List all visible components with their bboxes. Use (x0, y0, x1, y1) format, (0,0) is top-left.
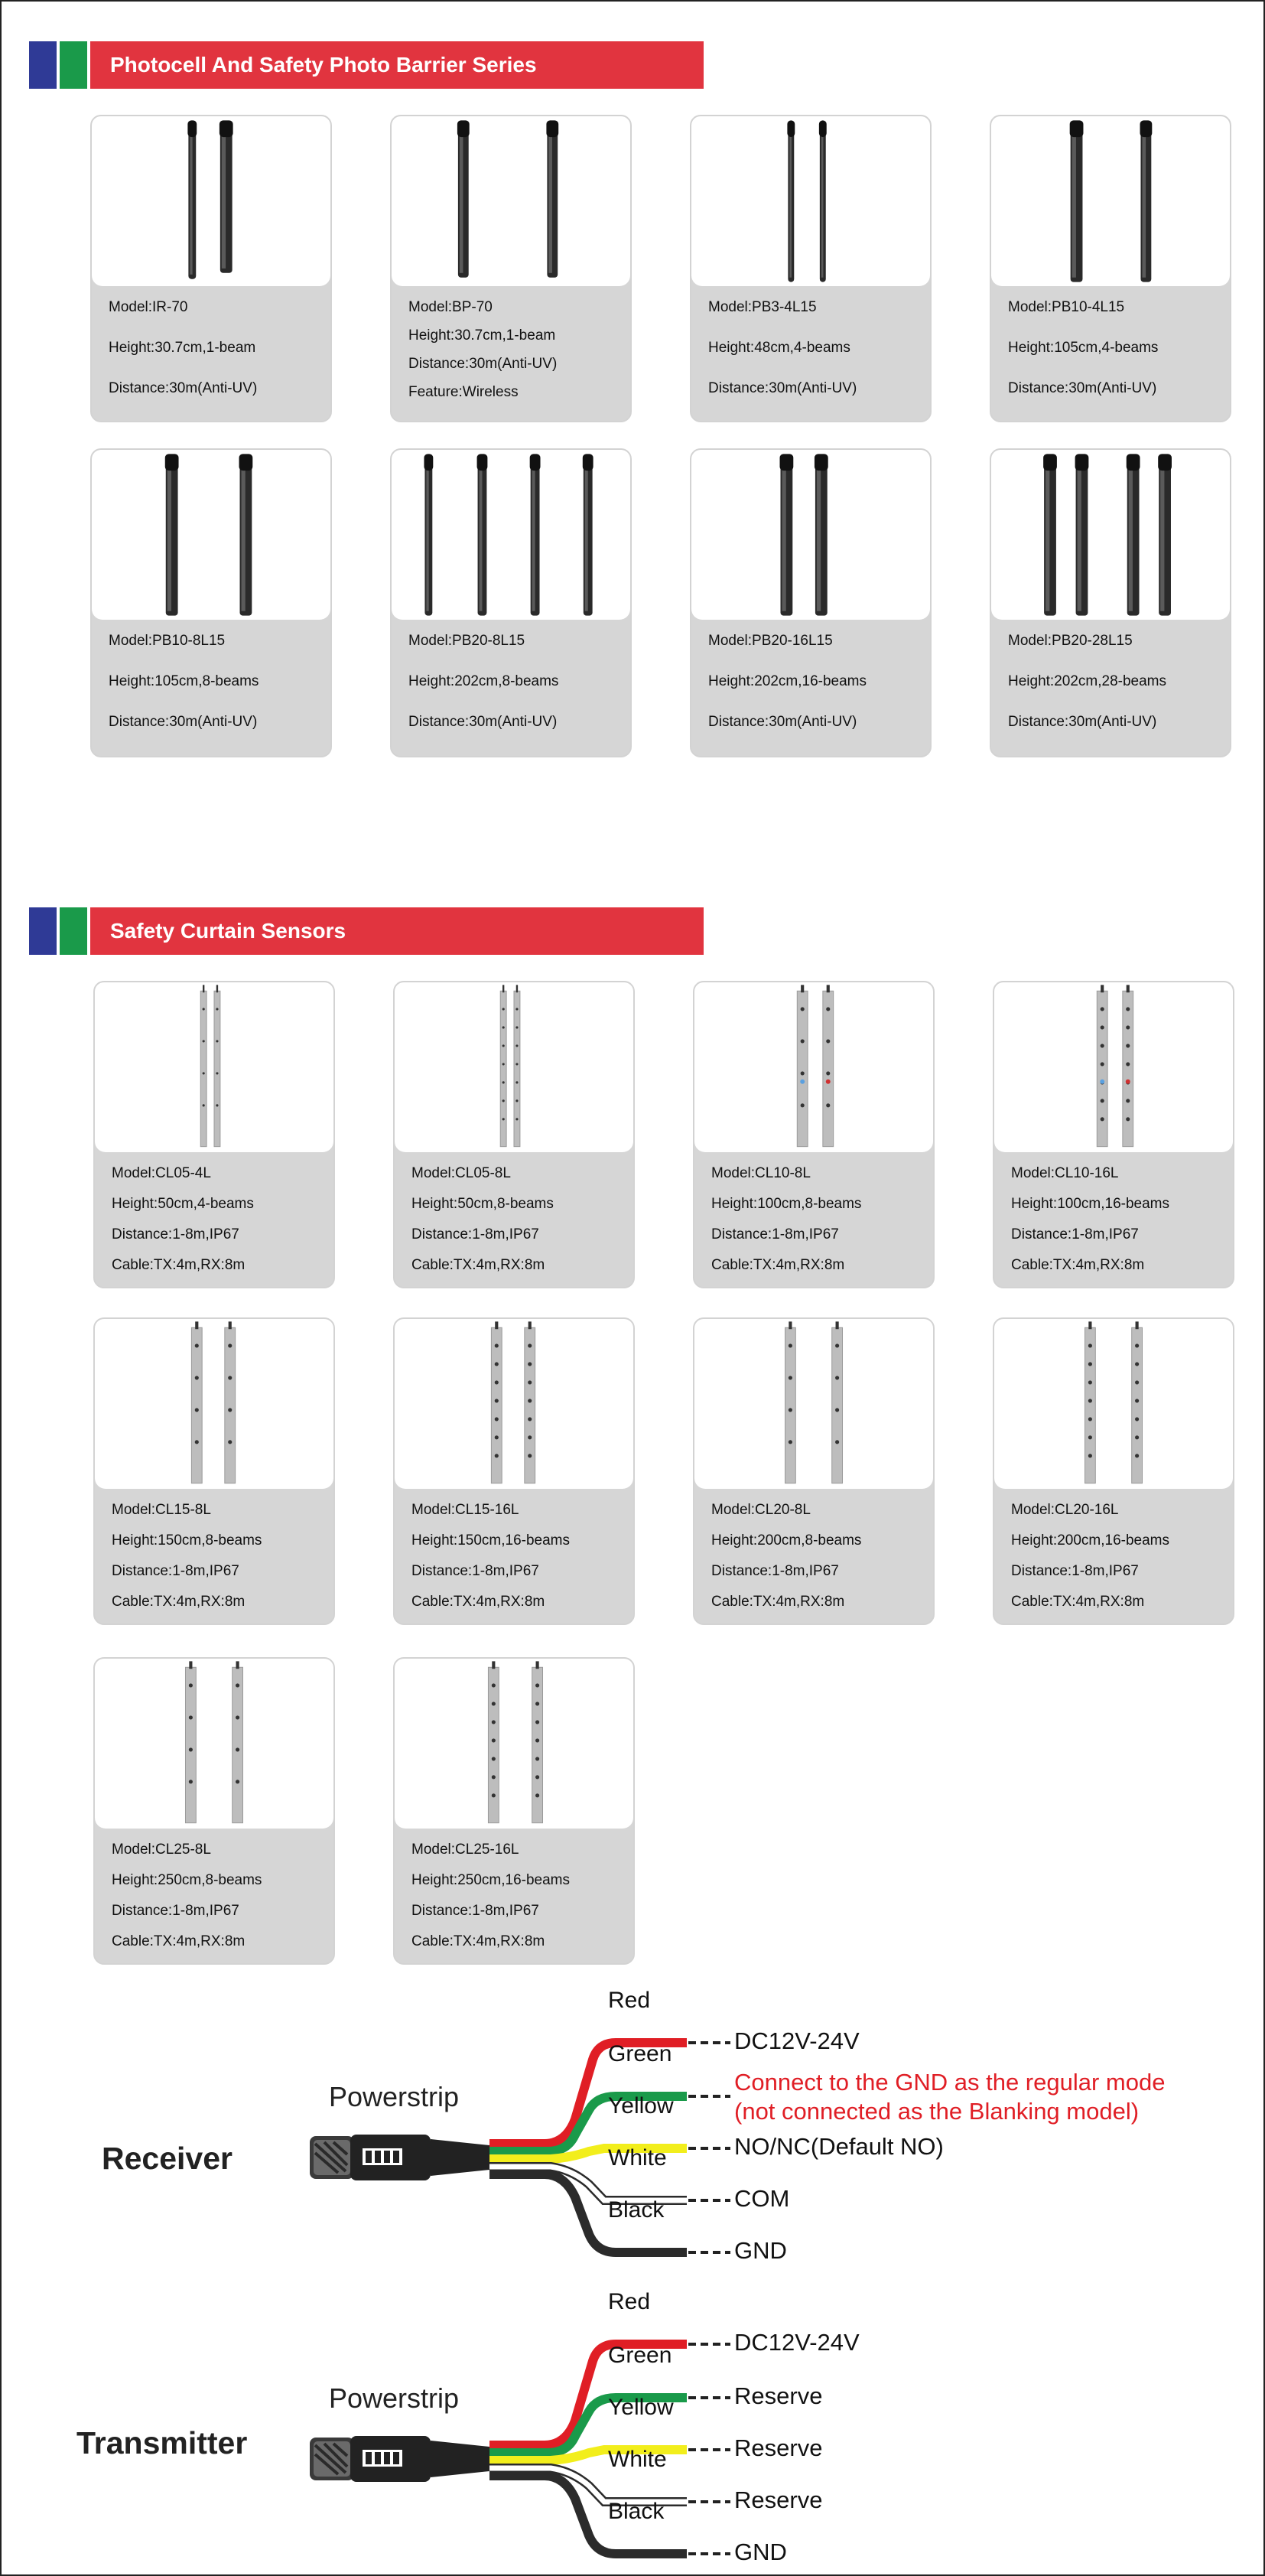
powerstrip-label: Powerstrip (329, 2081, 460, 2112)
product-photo (694, 1319, 933, 1489)
powerstrip-label: Powerstrip (329, 2382, 460, 2414)
product-card-curtain[interactable] (93, 981, 335, 1288)
spec-distance: Distance:30m(Anti-UV) (109, 714, 258, 730)
product-specs (411, 1164, 627, 1287)
product-photo (95, 982, 333, 1152)
header-blue-block (29, 41, 57, 89)
product-card-photocell[interactable] (90, 448, 332, 757)
spec-height: Height:100cm,8-beams (711, 1196, 862, 1212)
spec-cable: Cable:TX:4m,RX:8m (1011, 1257, 1145, 1273)
spec-distance: Distance:1-8m,IP67 (112, 1903, 239, 1919)
product-specs (112, 1501, 327, 1623)
spec-distance: Distance:1-8m,IP67 (112, 1226, 239, 1242)
spec-model: Model:PB3-4L15 (708, 299, 817, 315)
wire-label-black: Black (608, 2197, 665, 2223)
spec-model: Model:PB20-8L15 (408, 633, 525, 649)
product-card-photocell[interactable] (690, 448, 932, 757)
product-specs (1008, 298, 1224, 420)
wire-end-white: Reserve (734, 2486, 823, 2513)
wire-label-black: Black (608, 2499, 665, 2524)
product-card-photocell[interactable] (990, 115, 1231, 422)
wire-label-yellow: Yellow (608, 2093, 674, 2118)
wire-end-green-note-1: Connect to the GND as the regular mode (734, 2069, 1166, 2096)
transmitter-wiring-diagram (0, 2275, 1265, 2566)
product-specs (1011, 1501, 1227, 1623)
product-specs (708, 632, 924, 754)
receiver-label: Receiver (102, 2141, 233, 2176)
spec-model: Model:IR-70 (109, 299, 188, 315)
spec-height: Height:150cm,16-beams (411, 1532, 570, 1549)
wire-end-white: COM (734, 2185, 790, 2212)
spec-height: Height:202cm,8-beams (408, 673, 559, 689)
spec-height: Height:48cm,4-beams (708, 340, 850, 356)
transmitter-label: Transmitter (76, 2425, 248, 2460)
spec-height: Height:150cm,8-beams (112, 1532, 262, 1549)
header-green-block (60, 41, 87, 89)
spec-height: Height:250cm,16-beams (411, 1872, 570, 1888)
spec-distance: Distance:1-8m,IP67 (711, 1563, 839, 1579)
spec-height: Height:50cm,8-beams (411, 1196, 554, 1212)
spec-distance: Distance:1-8m,IP67 (112, 1563, 239, 1579)
spec-model: Model:CL10-16L (1011, 1165, 1119, 1181)
section-header-curtain (29, 907, 704, 955)
section-title: Photocell And Safety Photo Barrier Series (90, 41, 704, 89)
product-specs (711, 1501, 927, 1623)
product-photo (92, 450, 330, 620)
spec-cable: Cable:TX:4m,RX:8m (1011, 1594, 1145, 1610)
product-specs (112, 1841, 327, 1963)
product-photo (395, 1319, 633, 1489)
product-specs (408, 298, 624, 412)
spec-distance: Distance:30m(Anti-UV) (708, 714, 857, 730)
product-card-photocell[interactable] (390, 115, 632, 422)
section-header-photocell (29, 41, 704, 89)
wire-end-red: DC12V-24V (734, 2027, 860, 2054)
product-specs (112, 1164, 327, 1287)
spec-cable: Cable:TX:4m,RX:8m (411, 1594, 545, 1610)
spec-cable: Cable:TX:4m,RX:8m (112, 1933, 246, 1949)
section-title: Safety Curtain Sensors (90, 907, 704, 955)
spec-cable: Cable:TX:4m,RX:8m (411, 1257, 545, 1273)
wire-end-black: GND (734, 2237, 787, 2264)
spec-height: Height:202cm,16-beams (708, 673, 867, 689)
header-green-block (60, 907, 87, 955)
product-card-curtain[interactable] (393, 1657, 635, 1965)
product-photo (392, 450, 630, 620)
spec-model: Model:CL20-16L (1011, 1502, 1119, 1518)
spec-model: Model:PB20-28L15 (1008, 633, 1133, 649)
wire-end-yellow: Reserve (734, 2434, 823, 2461)
product-photo (92, 116, 330, 286)
spec-model: Model:CL05-8L (411, 1165, 511, 1181)
spec-feature: Feature:Wireless (408, 384, 519, 400)
product-photo (395, 1659, 633, 1829)
wire-label-red: Red (608, 1988, 651, 2013)
product-photo (395, 982, 633, 1152)
spec-cable: Cable:TX:4m,RX:8m (711, 1257, 845, 1273)
spec-model: Model:CL25-16L (411, 1842, 519, 1858)
spec-model: Model:CL10-8L (711, 1165, 811, 1181)
spec-height: Height:202cm,28-beams (1008, 673, 1166, 689)
spec-distance: Distance:1-8m,IP67 (411, 1903, 539, 1919)
spec-distance: Distance:30m(Anti-UV) (1008, 380, 1157, 396)
product-card-photocell[interactable] (90, 115, 332, 422)
spec-distance: Distance:30m(Anti-UV) (408, 356, 558, 372)
product-card-photocell[interactable] (390, 448, 632, 757)
spec-height: Height:105cm,8-beams (109, 673, 259, 689)
spec-height: Height:30.7cm,1-beam (109, 340, 256, 356)
product-specs (1008, 632, 1224, 754)
spec-height: Height:105cm,4-beams (1008, 340, 1159, 356)
spec-cable: Cable:TX:4m,RX:8m (112, 1257, 246, 1273)
spec-model: Model:CL15-8L (112, 1502, 211, 1518)
spec-distance: Distance:1-8m,IP67 (411, 1226, 539, 1242)
wire-label-white: White (608, 2447, 667, 2472)
product-photo (95, 1319, 333, 1489)
product-card-photocell[interactable] (990, 448, 1231, 757)
spec-model: Model:PB10-8L15 (109, 633, 226, 649)
wire-label-green: Green (608, 2343, 672, 2368)
spec-distance: Distance:30m(Anti-UV) (109, 380, 258, 396)
product-specs (411, 1501, 627, 1623)
wire-end-green: Reserve (734, 2382, 823, 2409)
product-photo (994, 982, 1233, 1152)
product-specs (1011, 1164, 1227, 1287)
product-specs (408, 632, 624, 754)
spec-model: Model:CL25-8L (112, 1842, 211, 1858)
spec-distance: Distance:30m(Anti-UV) (708, 380, 857, 396)
spec-height: Height:30.7cm,1-beam (408, 327, 556, 344)
spec-height: Height:200cm,16-beams (1011, 1532, 1169, 1549)
spec-height: Height:250cm,8-beams (112, 1872, 262, 1888)
product-photo (994, 1319, 1233, 1489)
spec-height: Height:200cm,8-beams (711, 1532, 862, 1549)
spec-cable: Cable:TX:4m,RX:8m (411, 1933, 545, 1949)
spec-distance: Distance:1-8m,IP67 (1011, 1226, 1139, 1242)
product-specs (411, 1841, 627, 1963)
spec-model: Model:PB20-16L15 (708, 633, 833, 649)
receiver-wiring-diagram (0, 1974, 1265, 2265)
product-card-photocell[interactable] (690, 115, 932, 422)
spec-model: Model:BP-70 (408, 299, 493, 315)
product-card-curtain[interactable] (993, 1317, 1234, 1625)
wire-end-black: GND (734, 2539, 787, 2565)
spec-model: Model:CL15-16L (411, 1502, 519, 1518)
product-photo (392, 116, 630, 286)
product-photo (991, 116, 1230, 286)
spec-model: Model:CL05-4L (112, 1165, 211, 1181)
product-specs (109, 298, 324, 420)
product-card-curtain[interactable] (93, 1317, 335, 1625)
spec-distance: Distance:1-8m,IP67 (411, 1563, 539, 1579)
spec-height: Height:100cm,16-beams (1011, 1196, 1169, 1212)
spec-cable: Cable:TX:4m,RX:8m (711, 1594, 845, 1610)
wire-label-white: White (608, 2145, 667, 2171)
spec-distance: Distance:1-8m,IP67 (711, 1226, 839, 1242)
spec-cable: Cable:TX:4m,RX:8m (112, 1594, 246, 1610)
spec-model: Model:PB10-4L15 (1008, 299, 1125, 315)
wire-label-green: Green (608, 2041, 672, 2066)
product-card-curtain[interactable] (993, 981, 1234, 1288)
spec-model: Model:CL20-8L (711, 1502, 811, 1518)
product-photo (691, 450, 930, 620)
product-card-curtain[interactable] (693, 1317, 935, 1625)
product-photo (694, 982, 933, 1152)
product-specs (109, 632, 324, 754)
product-card-curtain[interactable] (93, 1657, 335, 1965)
wire-label-yellow: Yellow (608, 2395, 674, 2420)
product-photo (95, 1659, 333, 1829)
product-card-curtain[interactable] (393, 1317, 635, 1625)
header-blue-block (29, 907, 57, 955)
product-photo (691, 116, 930, 286)
spec-distance: Distance:30m(Anti-UV) (408, 714, 558, 730)
wire-end-green-note-2: (not connected as the Blanking model) (734, 2098, 1140, 2125)
product-photo (991, 450, 1230, 620)
spec-distance: Distance:30m(Anti-UV) (1008, 714, 1157, 730)
product-specs (708, 298, 924, 420)
wire-label-red: Red (608, 2289, 651, 2314)
product-card-curtain[interactable] (393, 981, 635, 1288)
wire-end-yellow: NO/NC(Default NO) (734, 2133, 944, 2160)
product-card-curtain[interactable] (693, 981, 935, 1288)
wire-end-red: DC12V-24V (734, 2329, 860, 2356)
spec-distance: Distance:1-8m,IP67 (1011, 1563, 1139, 1579)
spec-height: Height:50cm,4-beams (112, 1196, 254, 1212)
product-specs (711, 1164, 927, 1287)
